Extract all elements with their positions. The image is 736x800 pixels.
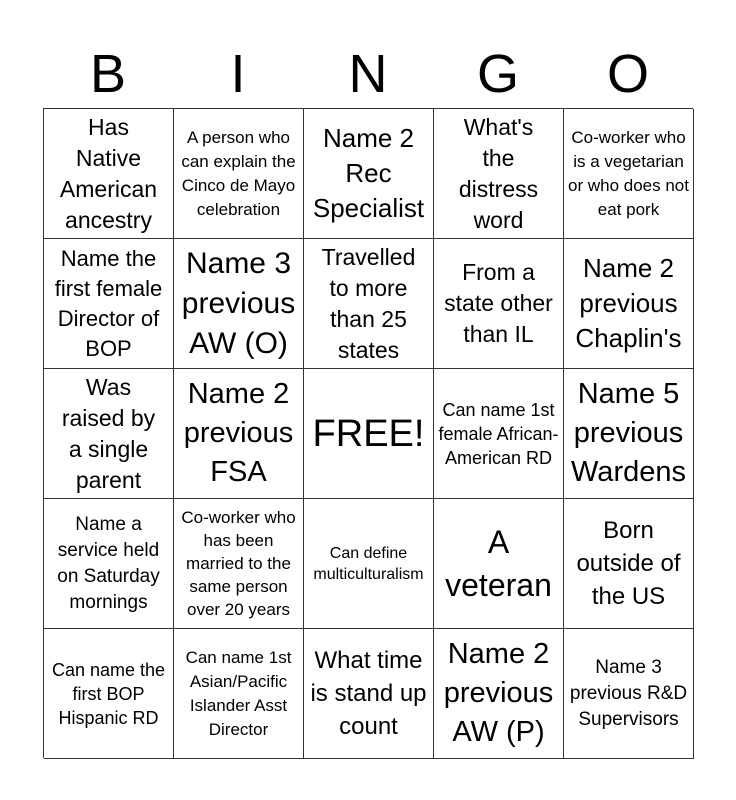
cell-text: Was raised by a single parent (61, 373, 156, 493)
cell-text: Can name 1st female African-American RD (438, 399, 559, 468)
bingo-cell-g2[interactable] (434, 239, 564, 369)
bingo-cell-n3[interactable] (304, 369, 434, 499)
bingo-cell-n4[interactable] (304, 499, 434, 629)
bingo-cell-g1[interactable] (434, 109, 564, 239)
bingo-cell-i4[interactable] (174, 499, 304, 629)
bingo-cell-n5[interactable] (304, 629, 434, 759)
cell-text: From a state other than IL (444, 259, 553, 347)
cell-text: Has Native American ancestry (59, 113, 158, 233)
bingo-cell-n1[interactable] (304, 109, 434, 239)
header-letter-o: O (606, 44, 649, 104)
header-letter-i: I (230, 44, 246, 104)
bingo-cell-g3[interactable] (434, 369, 564, 499)
cell-text: Name 2 previous AW (P) (443, 638, 554, 748)
bingo-cell-o2[interactable] (564, 239, 694, 369)
cell-text: What time is stand up count (310, 647, 427, 740)
cell-text: Name 3 previous R&D Supervisors (569, 656, 688, 730)
cell-text: Name 2 previous FSA (183, 378, 294, 488)
bingo-cell-o4[interactable] (564, 499, 694, 629)
bingo-cell-b5[interactable] (44, 629, 174, 759)
cell-text: Name the first female Director of BOP (54, 245, 163, 361)
cell-text: Co-worker who is a vegetarian or who does not eat pork (568, 127, 689, 219)
bingo-cell-o3[interactable] (564, 369, 694, 499)
bingo-card-grid (43, 108, 693, 758)
cell-text: Name a service held on Saturday mornings (57, 513, 160, 613)
cell-text: Travelled to more than 25 states (321, 243, 416, 363)
header-letter-n: N (348, 44, 388, 104)
bingo-cell-i1[interactable] (174, 109, 304, 239)
cell-text: A veteran (445, 523, 552, 603)
header-letter-b: B (89, 44, 127, 104)
bingo-cell-g5[interactable] (434, 629, 564, 759)
bingo-cell-i5[interactable] (174, 629, 304, 759)
cell-text: Name 5 previous Wardens (571, 378, 686, 488)
cell-text: Name 2 previous Chaplin's (575, 253, 682, 353)
free-space-text: FREE! (312, 412, 425, 455)
cell-text: Born outside of the US (576, 517, 681, 610)
bingo-cell-b2[interactable] (44, 239, 174, 369)
bingo-cell-g4[interactable] (434, 499, 564, 629)
cell-text: Can name the first BOP Hispanic RD (51, 659, 166, 728)
bingo-cell-i3[interactable] (174, 369, 304, 499)
cell-text: Can define multiculturalism (313, 544, 424, 583)
bingo-cell-b4[interactable] (44, 499, 174, 629)
bingo-cell-b3[interactable] (44, 369, 174, 499)
bingo-header (43, 40, 693, 108)
cell-text: Name 2 Rec Specialist (312, 123, 425, 223)
bingo-cell-i2[interactable] (174, 239, 304, 369)
cell-text: What's the distress word (458, 113, 539, 233)
bingo-cell-b1[interactable] (44, 109, 174, 239)
bingo-cell-o5[interactable] (564, 629, 694, 759)
bingo-cell-o1[interactable] (564, 109, 694, 239)
cell-text: Can name 1st Asian/Pacific Islander Asst Director (185, 647, 292, 739)
cell-text: Name 3 previous AW (O) (181, 246, 296, 360)
header-letter-g: G (476, 44, 519, 104)
bingo-cell-n2[interactable] (304, 239, 434, 369)
cell-text: A person who can explain the Cinco de Mayo celebration (181, 127, 296, 219)
cell-text: Co-worker who has been married to the same person over 20 years (181, 508, 296, 619)
